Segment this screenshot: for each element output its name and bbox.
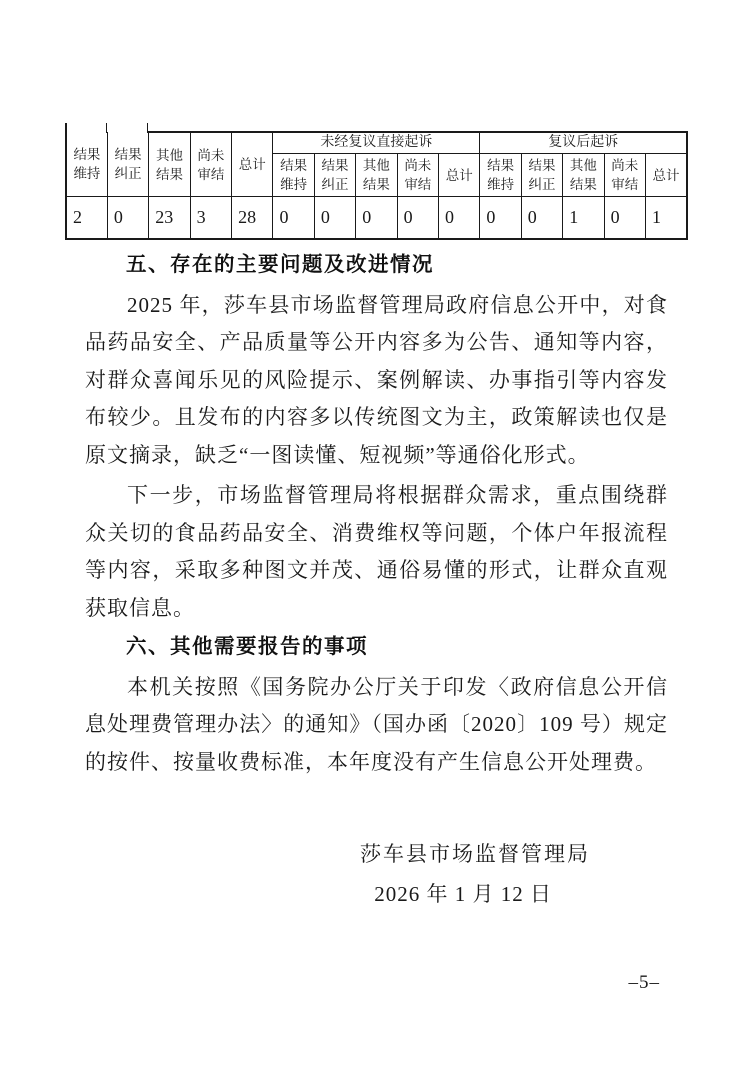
- table-header-cell: 结果维持: [273, 154, 314, 197]
- table-value-cell: 0: [397, 197, 438, 239]
- table-value-cell: 0: [521, 197, 562, 239]
- section-5-heading: 五、存在的主要问题及改进情况: [126, 253, 434, 276]
- table-value-cell: 0: [273, 197, 314, 239]
- table-border-stub: [147, 123, 148, 133]
- table-header-cell: 结果维持: [66, 132, 107, 197]
- table-header-cell: 其他结果: [563, 154, 604, 197]
- table-value-cell: 0: [439, 197, 480, 239]
- paragraph: 下一步，市场监督管理局将根据群众需求，重点围绕群众关切的食品药品安全、消费维权等问题，个体户年报流程等内容，采取多种图文并茂、通俗易懂的形式，让群众直观获取信息。: [85, 483, 668, 620]
- table-header-cell: 其他结果: [356, 154, 397, 197]
- lawsuit-results-table: [65, 123, 688, 240]
- paragraph: 本机关按照《国务院办公厅关于印发〈政府信息公开信息处理费管理办法〉的通知》（国办函〔2020〕109 号）规定的按件、按量收费标准，本年度没有产生信息公开处理费。: [85, 674, 668, 774]
- table-value-cell: 0: [356, 197, 397, 239]
- table-header-cell: 尚未审结: [397, 154, 438, 197]
- page-number: –5–: [628, 972, 660, 993]
- page-footer: [85, 972, 668, 994]
- document-body: [85, 246, 668, 914]
- table-header-cell: 总计: [232, 132, 273, 197]
- table-header-cell: 结果纠正: [521, 154, 562, 197]
- table-value-cell: 1: [563, 197, 604, 239]
- table-value-cell: 0: [604, 197, 645, 239]
- table-header-cell: 尚未审结: [190, 132, 231, 197]
- signature-date: 2026 年 1 月 12 日: [374, 882, 552, 906]
- table-group-header: 复议后起诉: [480, 132, 687, 154]
- table-value-cell: 1: [645, 197, 687, 239]
- table-header-cell: 总计: [645, 154, 687, 197]
- table-value-cell: 23: [149, 197, 190, 239]
- table-header-cell: 结果纠正: [314, 154, 355, 197]
- table-header-cell: 总计: [439, 154, 480, 197]
- table-value-cell: 3: [190, 197, 231, 239]
- table-value-cell: 28: [232, 197, 273, 239]
- table-header-cell: 结果维持: [480, 154, 521, 197]
- table-header-cell: 其他结果: [149, 132, 190, 197]
- table-value-cell: 2: [66, 197, 107, 239]
- table-header-cell: 尚未审结: [604, 154, 645, 197]
- table-value-cell: 0: [314, 197, 355, 239]
- table-value-cell: 0: [107, 197, 148, 239]
- table-border-stub: [65, 123, 67, 133]
- table-value-cell: 0: [480, 197, 521, 239]
- signature-organization: 莎车县市场监督管理局: [360, 842, 590, 866]
- table-header-cell: 结果纠正: [107, 132, 148, 197]
- table-border-stub: [106, 123, 107, 133]
- section-6-heading: 六、其他需要报告的事项: [126, 635, 368, 658]
- paragraph: 2025 年，莎车县市场监督管理局政府信息公开中，对食品药品安全、产品质量等公开内容多为公告、通知等内容，对群众喜闻乐见的风险提示、案例解读、办事指引等内容发布较少。且发布的内容多以传统图文为主，政策解读也仅是原文摘录，缺乏“一图读懂、短视频”等通俗化形式。: [85, 292, 668, 467]
- table-group-header: 未经复议直接起诉: [273, 132, 480, 154]
